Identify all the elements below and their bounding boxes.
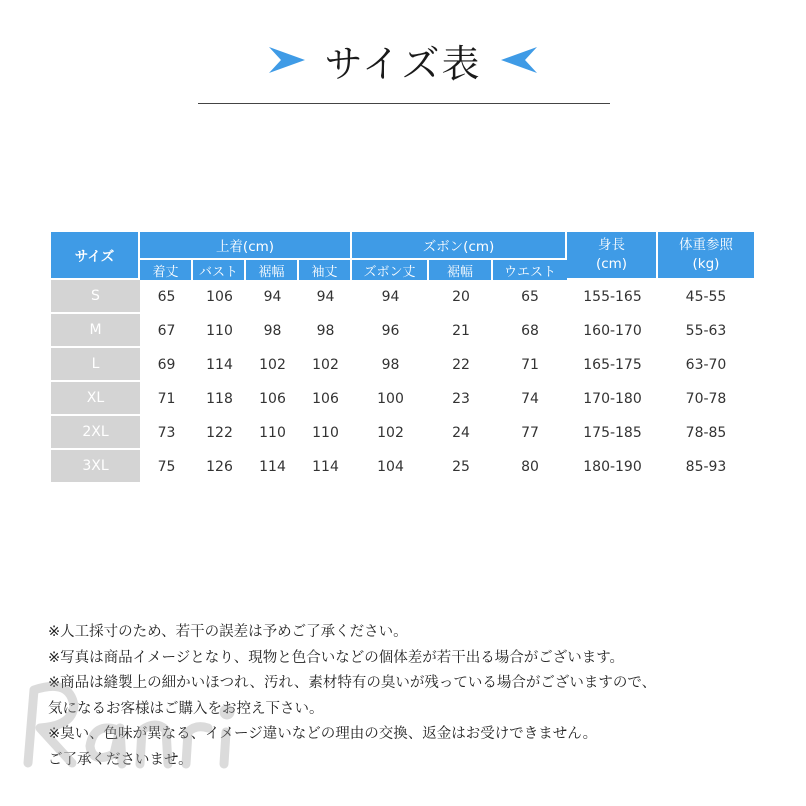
page-title: サイズ表 bbox=[324, 41, 482, 86]
table-cell: 175-185 bbox=[583, 425, 642, 441]
table-cell: 24 bbox=[452, 425, 470, 441]
table-row bbox=[51, 280, 754, 314]
table-cell: 25 bbox=[452, 459, 470, 475]
note-line: ※臭い、色味が異なる、イメージ違いなどの理由の交換、返金はお受けできません。 bbox=[48, 726, 598, 742]
table-cell: 77 bbox=[521, 425, 539, 441]
table-cell: 20 bbox=[452, 289, 470, 305]
header-top-group: 上着(cm) bbox=[140, 232, 352, 260]
table-cell: 102 bbox=[259, 357, 286, 373]
note-line: ※写真は商品イメージとなり、現物と色合いなどの個体差が若干出る場合がございます。 bbox=[48, 649, 625, 666]
subheader-sleeve: 袖丈 bbox=[299, 260, 352, 280]
note-line: ご了承くださいませ。 bbox=[48, 751, 193, 768]
table-cell: 98 bbox=[263, 323, 282, 339]
table-cell: 78-85 bbox=[685, 425, 727, 441]
note-line: 気になるお客様はご購入をお控え下さい。 bbox=[48, 700, 324, 717]
header-weight: 体重参照 (kg) bbox=[658, 232, 754, 280]
table-cell: 69 bbox=[157, 357, 176, 373]
size-label: S bbox=[51, 280, 140, 314]
table-cell: 68 bbox=[521, 323, 539, 339]
table-cell: 22 bbox=[452, 357, 470, 373]
table-row bbox=[51, 416, 754, 450]
table-cell: 106 bbox=[206, 289, 233, 305]
table-cell: 118 bbox=[206, 391, 233, 407]
table-cell: 94 bbox=[381, 289, 400, 305]
table-cell: 126 bbox=[206, 459, 233, 475]
chevron-left-icon bbox=[499, 45, 539, 75]
size-label: XL bbox=[51, 382, 140, 416]
table-cell: 110 bbox=[312, 425, 339, 441]
table-cell: 180-190 bbox=[583, 459, 642, 475]
subheader-length: 着丈 bbox=[140, 260, 193, 280]
title-divider bbox=[198, 103, 610, 104]
table-cell: 85-93 bbox=[685, 459, 727, 475]
table-row bbox=[51, 382, 754, 416]
table-cell: 96 bbox=[381, 323, 400, 339]
table-cell: 160-170 bbox=[583, 323, 642, 339]
table-cell: 70-78 bbox=[685, 391, 727, 407]
header-size: サイズ bbox=[51, 232, 140, 280]
table-cell: 98 bbox=[381, 357, 400, 373]
table-cell: 106 bbox=[312, 391, 339, 407]
subheader-bust: バスト bbox=[193, 260, 246, 280]
table-cell: 102 bbox=[377, 425, 404, 441]
subheader-hem-width: 裾幅 bbox=[246, 260, 299, 280]
table-cell: 114 bbox=[259, 459, 286, 475]
table-cell: 104 bbox=[377, 459, 404, 475]
watermark-logo bbox=[10, 668, 240, 778]
title-bar bbox=[0, 30, 806, 90]
note-line: ※人工採寸のため、若干の誤差は予めご了承ください。 bbox=[48, 624, 408, 640]
chevron-right-icon bbox=[267, 45, 307, 75]
table-cell: 106 bbox=[259, 391, 286, 407]
table-row bbox=[51, 450, 754, 484]
header-height: 身長 (cm) bbox=[567, 232, 658, 280]
size-label: M bbox=[51, 314, 140, 348]
table-cell: 80 bbox=[521, 459, 539, 475]
table-cell: 67 bbox=[157, 323, 176, 339]
table-cell: 122 bbox=[206, 425, 233, 441]
table-cell: 114 bbox=[206, 357, 233, 373]
table-cell: 55-63 bbox=[685, 323, 727, 339]
table-cell: 65 bbox=[521, 289, 539, 305]
table-cell: 45-55 bbox=[685, 289, 727, 305]
table-cell: 71 bbox=[521, 357, 539, 373]
table-cell: 73 bbox=[157, 425, 176, 441]
table-cell: 94 bbox=[263, 289, 282, 305]
table-cell: 94 bbox=[316, 289, 335, 305]
subheader-pants-hem-width: 裾幅 bbox=[429, 260, 493, 280]
size-label: 3XL bbox=[51, 450, 140, 484]
table-row bbox=[51, 348, 754, 382]
table-cell: 100 bbox=[377, 391, 404, 407]
table-cell: 102 bbox=[312, 357, 339, 373]
table-cell: 165-175 bbox=[583, 357, 642, 373]
table-cell: 110 bbox=[259, 425, 286, 441]
table-cell: 21 bbox=[452, 323, 470, 339]
subheader-pants-length: ズボン丈 bbox=[352, 260, 429, 280]
table-cell: 155-165 bbox=[583, 289, 642, 305]
table-cell: 63-70 bbox=[685, 357, 727, 373]
table-cell: 71 bbox=[157, 391, 176, 407]
table-cell: 114 bbox=[312, 459, 339, 475]
note-line: ※商品は縫製上の細かいほつれ、汚れ、素材特有の臭いが残っている場合がございますので、 bbox=[48, 675, 657, 691]
size-label: L bbox=[51, 348, 140, 382]
table-cell: 65 bbox=[157, 289, 176, 305]
table-row bbox=[51, 314, 754, 348]
table-cell: 110 bbox=[206, 323, 233, 339]
table-cell: 74 bbox=[521, 391, 539, 407]
table-cell: 75 bbox=[157, 459, 176, 475]
table-cell: 98 bbox=[316, 323, 335, 339]
size-table bbox=[51, 232, 754, 484]
table-cell: 23 bbox=[452, 391, 470, 407]
subheader-waist: ウエスト bbox=[493, 260, 567, 280]
size-label: 2XL bbox=[51, 416, 140, 450]
table-cell: 170-180 bbox=[583, 391, 642, 407]
header-pants-group: ズボン(cm) bbox=[352, 232, 567, 260]
